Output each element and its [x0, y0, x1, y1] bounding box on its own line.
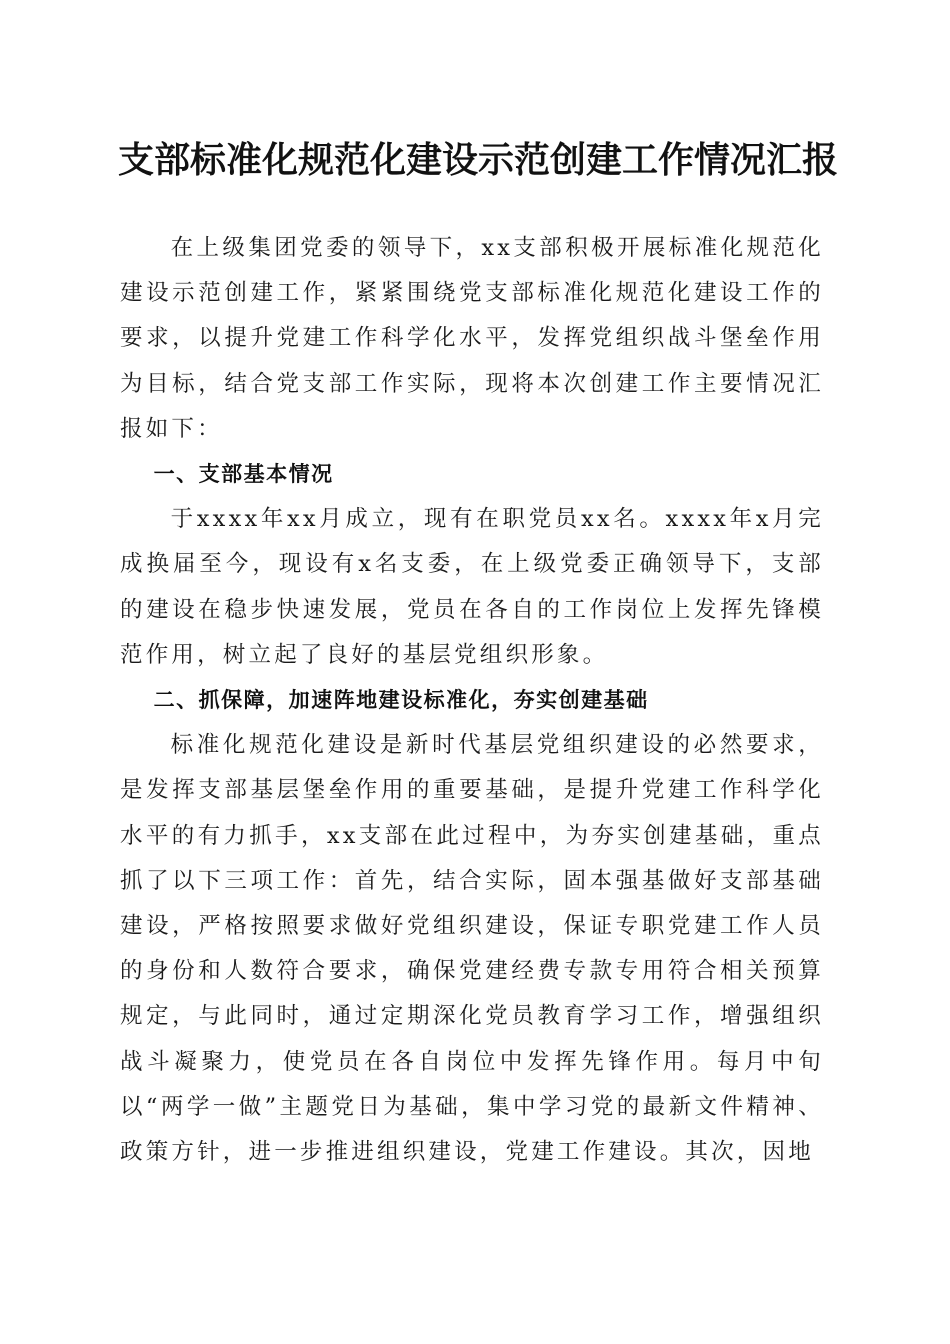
section-2-paragraph: 标准化规范化建设是新时代基层党组织建设的必然要求，是发挥支部基层堡垒作用的重要基础，是提升党建工作科学化水平的有力抓手，xx支部在此过程中，为夯实创建基础，重点抓了以下三项工作：首先，结合实际，固本强基做好支部基础建设，严格按照要求做好党组织建设，保证专职党建工作人员的身份和人数符合要求，确保党建经费专款专用符合相关预算规定，与此同时，通过定期深化党员教育学习工作，增强组织战斗凝聚力，使党员在各自岗位中发挥先锋作用。每月中旬以“两学一做”主题党日为基础，集中学习党的最新文件精神、政策方针，进一步推进组织建设，党建工作建设。其次，因地 [120, 732, 824, 1166]
intro-paragraph: 在上级集团党委的领导下，xx支部积极开展标准化规范化建设示范创建工作，紧紧围绕党支部标准化规范化建设工作的要求，以提升党建工作科学化水平，发挥党组织战斗堡垒作用为目标，结合党支部工作实际，现将本次创建工作主要情况汇报如下： [120, 235, 824, 442]
section-2-heading: 二、抓保障，加速阵地建设标准化，夯实创建基础 [153, 688, 649, 713]
section-1-paragraph: 于xxxx年xx月成立，现有在职党员xx名。xxxx年x月完成换届至今，现设有x名支委，在上级党委正确领导下，支部的建设在稳步快速发展，党员在各自的工作岗位上发挥先锋模范作用，树立起了良好的基层党组织形象。 [120, 506, 824, 668]
section-1-heading: 一、支部基本情况 [153, 462, 334, 487]
document-body [120, 226, 824, 1175]
document-title: 支部标准化规范化建设示范创建工作情况汇报 [118, 139, 839, 181]
